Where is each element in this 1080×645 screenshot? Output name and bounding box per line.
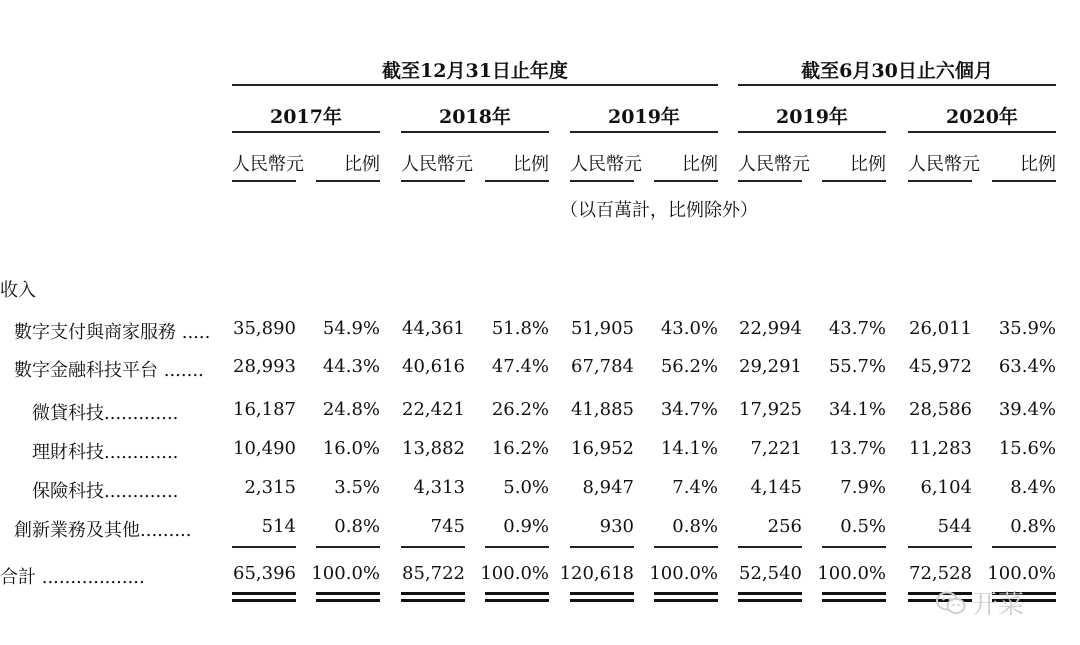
double-rule-bottom — [316, 599, 380, 602]
cell-2018-rmb: 4,313 — [413, 477, 465, 498]
unit-header-rmb: 人民幣元 — [738, 154, 810, 175]
cell-2019-ratio: 7.4% — [672, 477, 718, 498]
cell-2019h1-rmb: 22,994 — [739, 318, 802, 339]
cell-2019h1-rmb: 17,925 — [739, 399, 802, 420]
subtotal-rule — [570, 546, 634, 548]
cell-2019-rmb: 41,885 — [571, 399, 634, 420]
group-rule-fy — [232, 84, 718, 86]
cell-2018-rmb: 40,616 — [402, 356, 465, 377]
subtotal-rule — [232, 546, 296, 548]
double-rule-top — [738, 592, 802, 595]
cell-2019-ratio: 34.7% — [660, 399, 718, 420]
row-label: 創新業務及其他......... — [14, 520, 192, 541]
cell-2019-rmb: 51,905 — [571, 318, 634, 339]
cell-2019-rmb: 930 — [599, 516, 634, 537]
cell-2020h1-ratio: 39.4% — [998, 399, 1056, 420]
cell-2018-ratio: 5.0% — [503, 477, 549, 498]
unit-rule — [401, 180, 465, 182]
unit-header-rmb: 人民幣元 — [908, 154, 980, 175]
cell-2018-rmb: 44,361 — [402, 318, 465, 339]
unit-rule — [822, 180, 886, 182]
year-rule — [401, 131, 549, 133]
unit-rule — [485, 180, 549, 182]
cell-2017-rmb: 16,187 — [233, 399, 296, 420]
year-rule — [908, 131, 1056, 133]
double-rule-bottom — [738, 599, 802, 602]
cell-2019h1-rmb: 7,221 — [750, 438, 802, 459]
cell-2020h1-rmb: 6,104 — [920, 477, 972, 498]
cell-2017-ratio: 44.3% — [322, 356, 380, 377]
cell-2019h1-ratio: 34.1% — [828, 399, 886, 420]
total-2018-ratio: 100.0% — [480, 563, 549, 584]
unit-rule — [570, 180, 634, 182]
subtotal-rule — [401, 546, 465, 548]
subtotal-rule — [485, 546, 549, 548]
unit-rule — [738, 180, 802, 182]
cell-2019h1-rmb: 29,291 — [739, 356, 802, 377]
year-header-2017: 2017年 — [270, 106, 342, 128]
subtotal-rule — [654, 546, 718, 548]
cell-2017-ratio: 0.8% — [334, 516, 380, 537]
unit-rule — [316, 180, 380, 182]
total-2020h1-ratio: 100.0% — [987, 563, 1056, 584]
group-rule-h1 — [738, 84, 1056, 86]
subtotal-rule — [822, 546, 886, 548]
cell-2020h1-ratio: 35.9% — [998, 318, 1056, 339]
cell-2017-rmb: 10,490 — [233, 438, 296, 459]
subtotal-rule — [316, 546, 380, 548]
year-header-2019-h1: 2019年 — [776, 106, 848, 128]
cell-2017-rmb: 28,993 — [233, 356, 296, 377]
watermark-text: 开菜 — [972, 590, 1025, 620]
cell-2020h1-ratio: 0.8% — [1010, 516, 1056, 537]
cell-2017-rmb: 35,890 — [233, 318, 296, 339]
row-label: 保險科技............. — [32, 481, 179, 502]
double-rule-bottom — [570, 599, 634, 602]
unit-header-ratio: 比例 — [682, 154, 718, 175]
double-rule-bottom — [822, 599, 886, 602]
cell-2020h1-rmb: 28,586 — [909, 399, 972, 420]
subtotal-rule — [992, 546, 1056, 548]
total-label: 合計 .................. — [0, 567, 145, 588]
double-rule-top — [654, 592, 718, 595]
double-rule-bottom — [654, 599, 718, 602]
total-2018-rmb: 85,722 — [402, 563, 465, 584]
cell-2017-ratio: 16.0% — [322, 438, 380, 459]
unit-header-ratio: 比例 — [513, 154, 549, 175]
cell-2018-rmb: 13,882 — [402, 438, 465, 459]
unit-header-rmb: 人民幣元 — [570, 154, 642, 175]
total-2017-ratio: 100.0% — [311, 563, 380, 584]
year-rule — [738, 131, 886, 133]
cell-2020h1-ratio: 15.6% — [998, 438, 1056, 459]
cell-2018-ratio: 47.4% — [491, 356, 549, 377]
cell-2020h1-ratio: 8.4% — [1010, 477, 1056, 498]
unit-header-rmb: 人民幣元 — [232, 154, 304, 175]
subtotal-rule — [908, 546, 972, 548]
double-rule-bottom — [485, 599, 549, 602]
row-label: 數字支付與商家服務 ..... — [14, 322, 211, 343]
total-2017-rmb: 65,396 — [233, 563, 296, 584]
cell-2017-ratio: 54.9% — [322, 318, 380, 339]
cell-2019-ratio: 56.2% — [660, 356, 718, 377]
row-label: 微貸科技............. — [32, 403, 179, 424]
unit-rule — [992, 180, 1056, 182]
cell-2019h1-rmb: 256 — [767, 516, 802, 537]
unit-note: （以百萬計，比例除外） — [560, 200, 758, 221]
wechat-icon — [936, 590, 966, 616]
unit-rule — [908, 180, 972, 182]
cell-2019-ratio: 14.1% — [660, 438, 718, 459]
cell-2020h1-rmb: 45,972 — [909, 356, 972, 377]
total-2019-ratio: 100.0% — [649, 563, 718, 584]
total-2019-rmb: 120,618 — [559, 563, 634, 584]
cell-2018-rmb: 22,421 — [402, 399, 465, 420]
year-rule — [570, 131, 718, 133]
cell-2020h1-rmb: 544 — [937, 516, 972, 537]
cell-2018-ratio: 0.9% — [503, 516, 549, 537]
double-rule-top — [485, 592, 549, 595]
cell-2019-rmb: 16,952 — [571, 438, 634, 459]
subtotal-rule — [738, 546, 802, 548]
double-rule-bottom — [232, 599, 296, 602]
fiscal-year-group-header: 截至12月31日止年度 — [382, 60, 568, 82]
unit-rule — [232, 180, 296, 182]
cell-2019h1-ratio: 43.7% — [828, 318, 886, 339]
six-month-group-header: 截至6月30日止六個月 — [801, 60, 993, 82]
cell-2017-ratio: 3.5% — [334, 477, 380, 498]
cell-2017-rmb: 2,315 — [244, 477, 296, 498]
unit-header-rmb: 人民幣元 — [401, 154, 473, 175]
cell-2018-ratio: 26.2% — [491, 399, 549, 420]
cell-2019-ratio: 0.8% — [672, 516, 718, 537]
cell-2020h1-rmb: 26,011 — [909, 318, 972, 339]
cell-2018-ratio: 51.8% — [491, 318, 549, 339]
unit-rule — [654, 180, 718, 182]
unit-header-ratio: 比例 — [344, 154, 380, 175]
total-2020h1-rmb: 72,528 — [909, 563, 972, 584]
cell-2019h1-ratio: 13.7% — [828, 438, 886, 459]
double-rule-top — [401, 592, 465, 595]
cell-2019-rmb: 67,784 — [571, 356, 634, 377]
total-2019h1-rmb: 52,540 — [739, 563, 802, 584]
year-header-2018: 2018年 — [439, 106, 511, 128]
row-label: 數字金融科技平台 ....... — [14, 360, 204, 381]
year-rule — [232, 131, 380, 133]
row-label: 理財科技............. — [32, 442, 179, 463]
unit-header-ratio: 比例 — [850, 154, 886, 175]
double-rule-top — [316, 592, 380, 595]
year-header-2019: 2019年 — [608, 106, 680, 128]
cell-2020h1-rmb: 11,283 — [909, 438, 972, 459]
cell-2019h1-ratio: 55.7% — [828, 356, 886, 377]
cell-2019-ratio: 43.0% — [660, 318, 718, 339]
total-2019h1-ratio: 100.0% — [817, 563, 886, 584]
watermark — [936, 584, 1024, 621]
cell-2019h1-ratio: 7.9% — [840, 477, 886, 498]
double-rule-top — [570, 592, 634, 595]
double-rule-top — [232, 592, 296, 595]
double-rule-bottom — [401, 599, 465, 602]
cell-2020h1-ratio: 63.4% — [998, 356, 1056, 377]
cell-2019-rmb: 8,947 — [582, 477, 634, 498]
section-label-revenue: 收入 — [0, 280, 36, 301]
cell-2018-rmb: 745 — [430, 516, 465, 537]
unit-header-ratio: 比例 — [1020, 154, 1056, 175]
cell-2017-ratio: 24.8% — [322, 399, 380, 420]
cell-2017-rmb: 514 — [261, 516, 296, 537]
double-rule-top — [822, 592, 886, 595]
year-header-2020-h1: 2020年 — [946, 106, 1018, 128]
cell-2019h1-ratio: 0.5% — [840, 516, 886, 537]
cell-2019h1-rmb: 4,145 — [750, 477, 802, 498]
cell-2018-ratio: 16.2% — [491, 438, 549, 459]
